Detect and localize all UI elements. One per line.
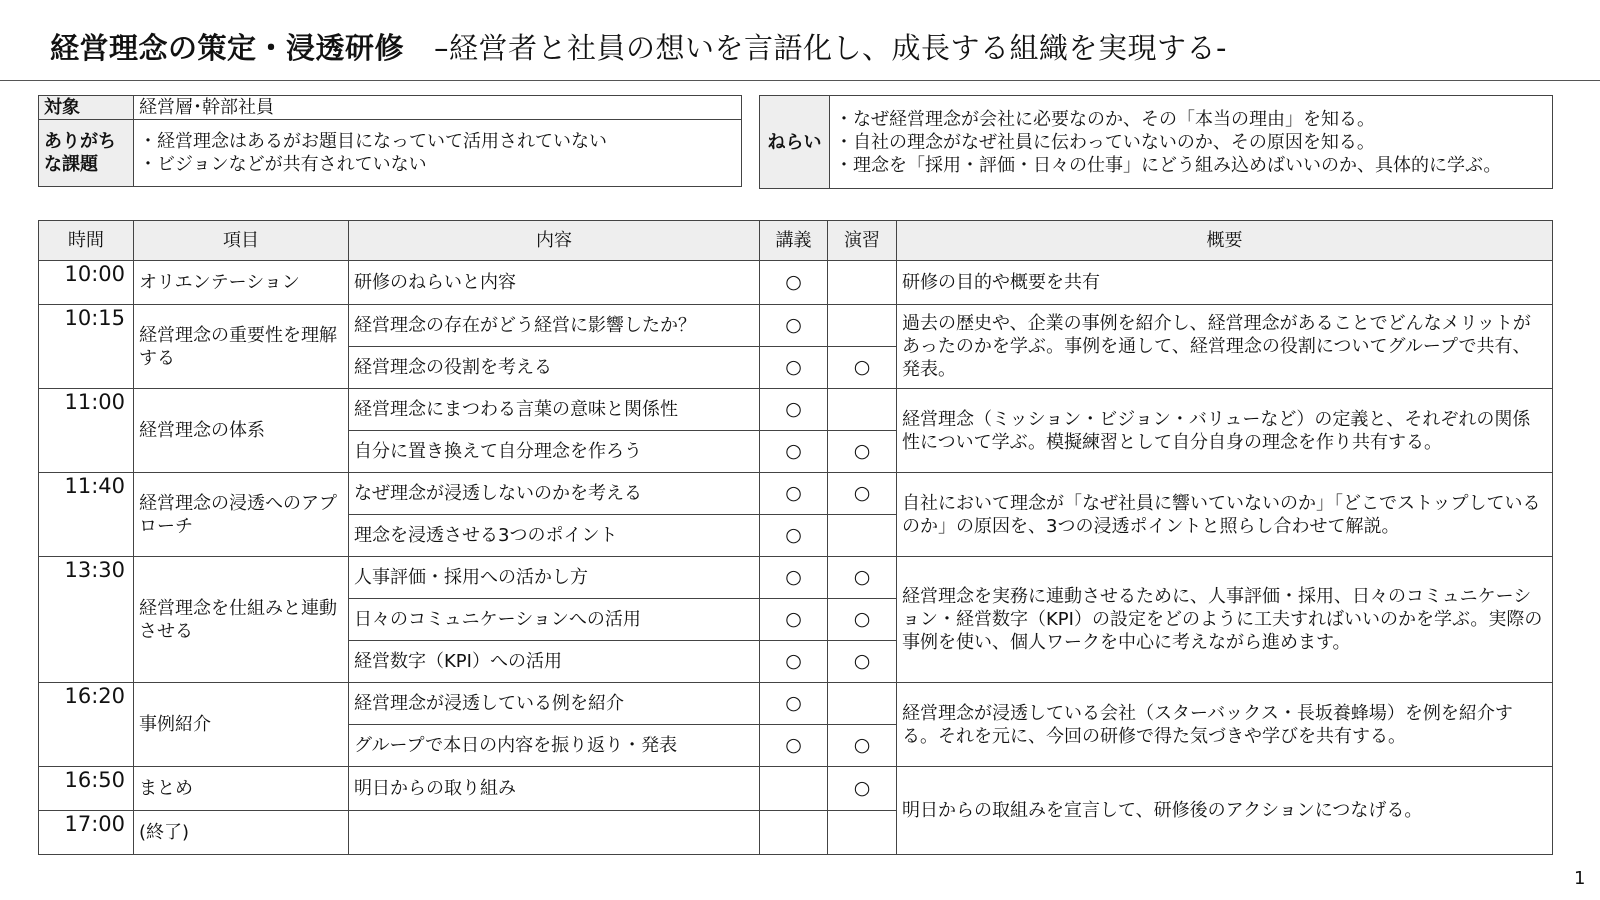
exercise-mark-empty bbox=[828, 305, 897, 347]
header-item: 項目 bbox=[134, 221, 349, 261]
lecture-mark: ○ bbox=[760, 347, 828, 389]
lecture-mark: ○ bbox=[760, 557, 828, 599]
content-cell: なぜ理念が浸透しないのかを考える bbox=[349, 473, 760, 515]
target-label: 対象 bbox=[39, 96, 134, 120]
lecture-mark: ○ bbox=[760, 599, 828, 641]
content-cell: 経営理念の役割を考える bbox=[349, 347, 760, 389]
item-cell: 経営理念の重要性を理解する bbox=[134, 305, 349, 389]
lecture-mark: ○ bbox=[760, 683, 828, 725]
lecture-mark: ○ bbox=[760, 641, 828, 683]
exercise-mark-empty bbox=[828, 261, 897, 305]
lecture-mark: ○ bbox=[760, 725, 828, 767]
title-main: 経営理念の策定・浸透研修 bbox=[50, 31, 405, 65]
exercise-mark: ○ bbox=[828, 641, 897, 683]
content-cell: 日々のコミュニケーションへの活用 bbox=[349, 599, 760, 641]
item-cell: オリエンテーション bbox=[134, 261, 349, 305]
summary-cell: 経営理念（ミッション・ビジョン・バリューなど）の定義と、それぞれの関係性について学ぶ。模擬練習として自分自身の理念を作り共有する。 bbox=[897, 389, 1553, 473]
time-cell: 16:50 bbox=[39, 767, 134, 811]
exercise-mark-empty bbox=[828, 515, 897, 557]
target-value: 経営層･幹部社員 bbox=[134, 96, 742, 120]
content-cell: 理念を浸透させる3つのポイント bbox=[349, 515, 760, 557]
table-row bbox=[39, 473, 1553, 515]
exercise-mark: ○ bbox=[828, 599, 897, 641]
content-cell bbox=[349, 811, 760, 855]
schedule-table bbox=[38, 220, 1553, 855]
target-table bbox=[38, 95, 742, 187]
item-cell: 経営理念を仕組みと連動させる bbox=[134, 557, 349, 683]
time-cell: 11:00 bbox=[39, 389, 134, 473]
time-cell: 10:15 bbox=[39, 305, 134, 389]
exercise-mark: ○ bbox=[828, 767, 897, 811]
summary-cell: 経営理念を実務に連動させるために、人事評価・採用、日々のコミュニケーション・経営数字（KPI）の設定をどのように工夫すればいいのかを学ぶ。実際の事例を使い、個人ワークを中心に考えながら進めます。 bbox=[897, 557, 1553, 683]
content-cell: 明日からの取り組み bbox=[349, 767, 760, 811]
lecture-mark: ○ bbox=[760, 389, 828, 431]
content-cell: 人事評価・採用への活かし方 bbox=[349, 557, 760, 599]
schedule-header-row bbox=[39, 221, 1553, 261]
exercise-mark: ○ bbox=[828, 557, 897, 599]
lecture-mark: ○ bbox=[760, 305, 828, 347]
issue-item: ・経営理念はあるがお題目になっていて活用されていない bbox=[139, 131, 607, 152]
aim-item: ・自社の理念がなぜ社員に伝わっていないのか、その原因を知る。 bbox=[835, 131, 1375, 153]
lecture-mark: ○ bbox=[760, 261, 828, 305]
title-subtitle: –経営者と社員の想いを言語化し、成長する組織を実現する- bbox=[434, 31, 1227, 65]
time-cell: 17:00 bbox=[39, 811, 134, 855]
content-cell: 研修のねらいと内容 bbox=[349, 261, 760, 305]
lecture-mark: ○ bbox=[760, 515, 828, 557]
header-content: 内容 bbox=[349, 221, 760, 261]
time-cell: 13:30 bbox=[39, 557, 134, 683]
issues-label-line2: な課題 bbox=[44, 154, 98, 175]
lecture-mark-empty bbox=[760, 811, 828, 855]
lecture-mark: ○ bbox=[760, 473, 828, 515]
item-cell: 経営理念の体系 bbox=[134, 389, 349, 473]
exercise-mark: ○ bbox=[828, 725, 897, 767]
aim-cell bbox=[830, 96, 1553, 189]
table-row bbox=[39, 767, 1553, 811]
table-row bbox=[39, 557, 1553, 599]
exercise-mark: ○ bbox=[828, 347, 897, 389]
content-cell: 自分に置き換えて自分理念を作ろう bbox=[349, 431, 760, 473]
issues-label bbox=[39, 120, 134, 187]
content-cell: グループで本日の内容を振り返り・発表 bbox=[349, 725, 760, 767]
issues-cell bbox=[134, 120, 742, 187]
summary-cell: 過去の歴史や、企業の事例を紹介し、経営理念があることでどんなメリットがあったのかを学ぶ。事例を通して、経営理念の役割についてグループで共有、発表。 bbox=[897, 305, 1553, 389]
item-cell: 事例紹介 bbox=[134, 683, 349, 767]
summary-cell: 明日からの取組みを宣言して、研修後のアクションにつなげる。 bbox=[897, 767, 1553, 855]
exercise-mark: ○ bbox=[828, 473, 897, 515]
page-title bbox=[50, 26, 1227, 67]
exercise-mark-empty bbox=[828, 389, 897, 431]
issue-item: ・ビジョンなどが共有されていない bbox=[139, 154, 427, 175]
item-cell: 経営理念の浸透へのアプローチ bbox=[134, 473, 349, 557]
aim-label: ねらい bbox=[760, 96, 830, 189]
aim-table bbox=[759, 95, 1553, 189]
lecture-mark: ○ bbox=[760, 431, 828, 473]
summary-cell: 自社において理念が「なぜ社員に響いていないのか」「どこでストップしているのか」の原因を、3つの浸透ポイントと照らし合わせて解説。 bbox=[897, 473, 1553, 557]
exercise-mark: ○ bbox=[828, 431, 897, 473]
table-row bbox=[39, 261, 1553, 305]
table-row bbox=[39, 389, 1553, 431]
header-lecture: 講義 bbox=[760, 221, 828, 261]
table-row bbox=[39, 305, 1553, 347]
header-exercise: 演習 bbox=[828, 221, 897, 261]
header-summary: 概要 bbox=[897, 221, 1553, 261]
time-cell: 16:20 bbox=[39, 683, 134, 767]
title-bar bbox=[0, 0, 1600, 81]
issues-label-line1: ありがち bbox=[44, 131, 116, 152]
summary-cell: 研修の目的や概要を共有 bbox=[897, 261, 1553, 305]
item-cell: まとめ bbox=[134, 767, 349, 811]
summary-cell: 経営理念が浸透している会社（スターバックス・長坂養蜂場）を例を紹介する。それを元に、今回の研修で得た気づきや学びを共有する。 bbox=[897, 683, 1553, 767]
page-number: 1 bbox=[1574, 868, 1586, 889]
item-cell: (終了) bbox=[134, 811, 349, 855]
aim-item: ・なぜ経営理念が会社に必要なのか、その「本当の理由」を知る。 bbox=[835, 108, 1375, 130]
content-cell: 経営理念が浸透している例を紹介 bbox=[349, 683, 760, 725]
exercise-mark-empty bbox=[828, 683, 897, 725]
content-cell: 経営数字（KPI）への活用 bbox=[349, 641, 760, 683]
content-cell: 経営理念の存在がどう経営に影響したか？ bbox=[349, 305, 760, 347]
content-cell: 経営理念にまつわる言葉の意味と関係性 bbox=[349, 389, 760, 431]
time-cell: 11:40 bbox=[39, 473, 134, 557]
header-time: 時間 bbox=[39, 221, 134, 261]
table-row bbox=[39, 683, 1553, 725]
exercise-mark-empty bbox=[828, 811, 897, 855]
time-cell: 10:00 bbox=[39, 261, 134, 305]
aim-item: ・理念を「採用・評価・日々の仕事」にどう組み込めばいいのか、具体的に学ぶ。 bbox=[835, 154, 1502, 176]
lecture-mark-empty bbox=[760, 767, 828, 811]
